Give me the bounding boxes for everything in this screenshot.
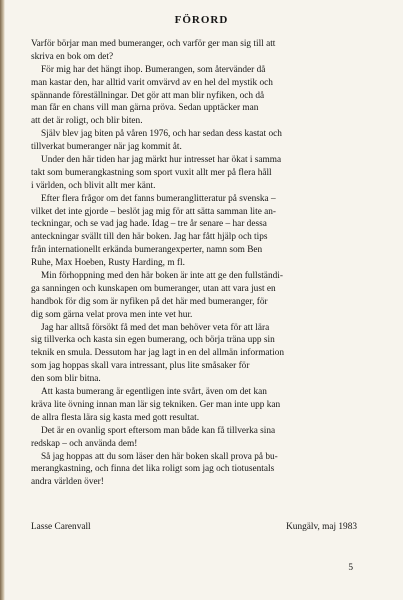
text-line: Det är en ovanlig sport eftersom man både kan få tillverka sina	[41, 425, 276, 436]
text-line: Så jag hoppas att du som läser den här boken skall prova på bu-	[41, 451, 278, 462]
paragraph	[31, 386, 387, 425]
text-line: i världen, och blivit allt mer känt.	[31, 180, 156, 191]
text-line: som jag hoppas skall vara intressant, plus lite småsaker för	[31, 361, 250, 372]
text-line: Efter flera frågor om det fanns bumeranglitteratur på svenska –	[41, 193, 276, 204]
author-name: Lasse Carenvall	[31, 522, 91, 532]
text-line: Att kasta bumerang är egentligen inte svårt, även om det kan	[41, 387, 267, 398]
text-line: Ruhe, Max Hoeben, Rusty Harding, m fl.	[31, 258, 185, 269]
foreword-body	[31, 38, 387, 489]
text-line: man får en chans vill man gärna pröva. Sedan upptäcker man	[31, 103, 259, 114]
page-number: 5	[348, 563, 353, 573]
text-line: vilket det inte gjorde – beslöt jag mig för att sätta samman lite an-	[31, 206, 277, 217]
text-line: andra världen över!	[31, 477, 104, 488]
text-line: anteckningar svällt till den här boken. Jag har fått hjälp och tips	[31, 232, 268, 243]
text-line: Själv blev jag biten på våren 1976, och har sedan dess kastat och	[41, 129, 282, 140]
place-date: Kungälv, maj 1983	[286, 522, 357, 532]
text-line: skriva en bok om det?	[31, 51, 114, 62]
text-line: takt som bumerangkastning som sport vuxit allt mer på flera håll	[31, 167, 272, 178]
text-line: teckningar, och se vad jag hade. Idag – tre år senare – har dessa	[31, 219, 267, 230]
text-line: dig som gärna velat prova men inte vet hur.	[31, 309, 193, 320]
text-line: kräva lite övning innan man lär sig tekniken. Ger man inte upp kan	[31, 399, 281, 410]
text-line: ga sanningen och kunskapen om bumeranger, utan att vara just en	[31, 283, 276, 294]
text-line: tillverkat bumeranger när jag kommit åt.	[31, 142, 182, 153]
paragraph	[31, 270, 387, 322]
text-line: redskap – och använda dem!	[31, 438, 138, 449]
text-line: Under den här tiden har jag märkt hur intresset har ökat i samma	[41, 155, 282, 166]
text-line: sig tillverka och kasta sin egen bumerang, och börja träna upp sin	[31, 335, 275, 346]
text-line: handbok för dig som är nyfiken på det här med bumeranger, för	[31, 296, 268, 307]
paragraph	[31, 154, 387, 193]
text-line: man kastar den, har alltid varit omvärvd av en hel del mystik och	[31, 77, 273, 88]
paragraph	[31, 193, 387, 270]
page-binding-edge	[0, 0, 5, 600]
paragraph	[31, 64, 387, 128]
text-line: de allra flesta lära sig kasta med gott resultat.	[31, 412, 200, 423]
text-line: spännande föreställningar. Det gör att man blir nyfiken, och då	[31, 90, 265, 101]
text-line: Min förhoppning med den här boken är inte att ge den fullständi-	[41, 271, 283, 282]
paragraph	[31, 38, 387, 64]
text-line: merangkastning, och finna det lika roligt som jag och tiotusentals	[31, 464, 275, 475]
paragraph	[31, 128, 387, 154]
paragraph	[31, 322, 387, 386]
text-line: Varför börjar man med bumeranger, och varför ger man sig till att	[31, 39, 276, 49]
paragraph	[31, 425, 387, 451]
text-line: från internationellt erkända bumerangexperter, namn som Ben	[31, 245, 263, 256]
signature-row	[31, 522, 387, 536]
paragraph	[31, 451, 387, 490]
text-line: teknik en smula. Dessutom har jag lagt in en del allmän information	[31, 348, 285, 359]
text-line: den som blir bitna.	[31, 374, 101, 385]
text-line: Jag har alltså försökt få med det man behöver veta för att lära	[41, 322, 270, 333]
page-heading: FÖRORD	[174, 14, 229, 26]
text-line: att det är roligt, och blir biten.	[31, 116, 143, 127]
text-line: För mig har det hängt ihop. Bumerangen, som återvänder då	[41, 64, 266, 75]
